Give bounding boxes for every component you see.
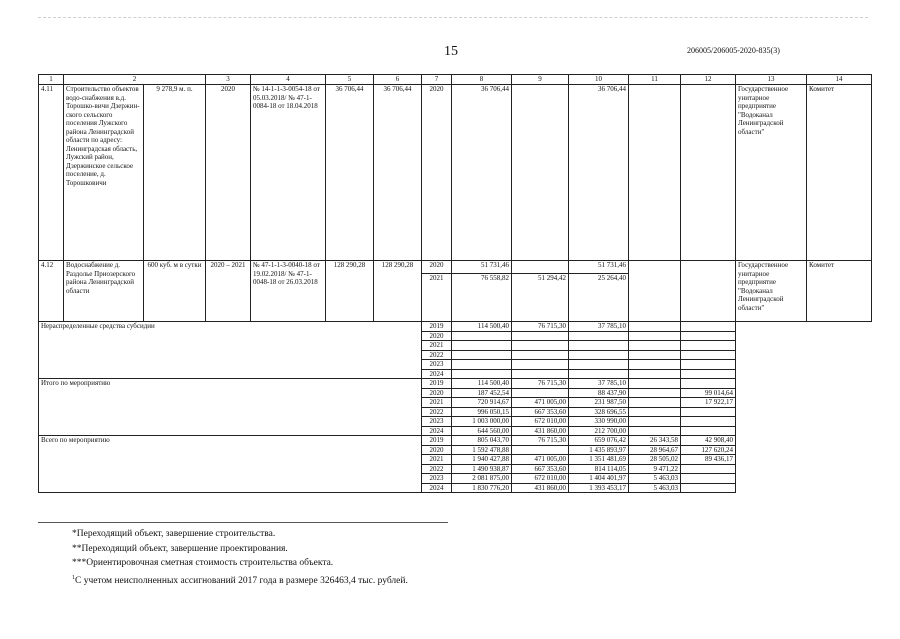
amount-federal: 431 860,00 [512, 483, 569, 493]
amount-local [629, 85, 681, 261]
amount-local: 28 964,67 [629, 445, 681, 455]
amount-federal [512, 331, 569, 341]
row-number: 4.11 [39, 85, 64, 261]
amount-local [629, 341, 681, 351]
amount-federal [512, 341, 569, 351]
amount-other [681, 464, 736, 474]
customer: Государственное унитарное предприятие "Водоканал Ленинградской области" [736, 261, 807, 322]
grand-total-row [39, 436, 872, 446]
total-event-label: Итого по мероприятию [39, 379, 422, 436]
amount-local [629, 331, 681, 341]
amount-total: 1 830 776,20 [452, 483, 512, 493]
column-numbers-row [39, 75, 872, 85]
amount-total [452, 331, 512, 341]
amount-federal: 76 715,30 [512, 436, 569, 446]
year-cell: 2020 [422, 261, 452, 274]
amount-local: 5 463,03 [629, 483, 681, 493]
amount-regional: 231 987,50 [569, 398, 629, 408]
blank-area [736, 436, 872, 493]
capacity: 600 куб. м в сутки [144, 261, 206, 322]
expertise-doc: № 14-1-1-3-0054-18 от 05.03.2018/ № 47-1-0084-18 от 18.04.2018 [251, 85, 326, 261]
cost-remaining: 36 706,44 [374, 85, 422, 261]
amount-local [629, 369, 681, 379]
amount-regional: 88 437,90 [569, 388, 629, 398]
year-cell: 2024 [422, 483, 452, 493]
amount-regional [569, 331, 629, 341]
amount-local [629, 398, 681, 408]
amount-other [681, 350, 736, 360]
year-cell: 2023 [422, 360, 452, 370]
row-number: 4.12 [39, 261, 64, 322]
amount-other: 127 620,24 [681, 445, 736, 455]
col-num-9: 9 [512, 75, 569, 85]
year-cell: 2022 [422, 350, 452, 360]
amount-total: 187 452,54 [452, 388, 512, 398]
subsidy-table [38, 74, 872, 493]
year-cell: 2019 [422, 436, 452, 446]
capacity: 9 278,9 м. п. [144, 85, 206, 261]
amount-regional: 37 785,10 [569, 379, 629, 389]
col-num-1: 1 [39, 75, 64, 85]
year-cell: 2022 [422, 407, 452, 417]
amount-federal: 672 010,00 [512, 417, 569, 427]
amount-total: 76 558,82 [452, 274, 512, 322]
amount-other [681, 417, 736, 427]
amount-local [629, 388, 681, 398]
amount-federal [512, 350, 569, 360]
cost-total: 36 706,44 [326, 85, 374, 261]
amount-total: 720 914,67 [452, 398, 512, 408]
footnote-rule [38, 522, 448, 523]
amount-regional: 814 114,05 [569, 464, 629, 474]
amount-other [681, 407, 736, 417]
amount-other: 99 014,64 [681, 388, 736, 398]
amount-federal: 51 294,42 [512, 274, 569, 322]
amount-total: 36 706,44 [452, 85, 512, 261]
amount-other [681, 474, 736, 484]
amount-local [629, 407, 681, 417]
amount-total: 114 500,40 [452, 379, 512, 389]
year-cell: 2021 [422, 455, 452, 465]
amount-regional: 25 264,40 [569, 274, 629, 322]
amount-total [452, 350, 512, 360]
amount-other [681, 369, 736, 379]
amount-regional: 37 785,10 [569, 322, 629, 332]
amount-total: 114 500,40 [452, 322, 512, 332]
amount-total [452, 369, 512, 379]
amount-local [629, 379, 681, 389]
amount-total: 2 081 875,00 [452, 474, 512, 484]
amount-regional [569, 341, 629, 351]
amount-federal [512, 369, 569, 379]
year-cell: 2024 [422, 369, 452, 379]
amount-other [681, 261, 736, 322]
footnote-2: **Переходящий объект, завершение проектирования. [72, 543, 288, 554]
amount-regional [569, 350, 629, 360]
cost-total: 128 290,28 [326, 261, 374, 322]
amount-federal: 667 353,60 [512, 464, 569, 474]
header-rule [38, 17, 868, 19]
col-num-4: 4 [251, 75, 326, 85]
amount-total: 1 490 938,87 [452, 464, 512, 474]
amount-other [681, 426, 736, 436]
amount-regional: 36 706,44 [569, 85, 629, 261]
footnote-4-marker: 1 [72, 574, 75, 581]
amount-federal: 76 715,30 [512, 322, 569, 332]
amount-other [681, 331, 736, 341]
amount-regional: 212 700,00 [569, 426, 629, 436]
footnote-4 [72, 571, 408, 589]
amount-federal: 431 860,00 [512, 426, 569, 436]
period: 2020 [206, 85, 251, 261]
amount-total: 1 003 000,00 [452, 417, 512, 427]
blank-area [736, 379, 872, 436]
amount-total: 1 940 427,88 [452, 455, 512, 465]
amount-regional: 1 435 893,97 [569, 445, 629, 455]
footnote-1: *Переходящий объект, завершение строительства. [72, 529, 276, 539]
year-cell: 2024 [422, 426, 452, 436]
amount-total: 805 043,70 [452, 436, 512, 446]
blank-area [736, 322, 872, 379]
year-cell: 2020 [422, 331, 452, 341]
amount-other: 17 922,17 [681, 398, 736, 408]
year-cell: 2020 [422, 445, 452, 455]
footnote-3: ***Ориентировочная сметная стоимость строительства объекта. [72, 558, 334, 568]
amount-regional [569, 360, 629, 370]
amount-total [452, 360, 512, 370]
amount-local: 28 505,02 [629, 455, 681, 465]
amount-federal [512, 261, 569, 274]
amount-regional: 328 696,55 [569, 407, 629, 417]
cost-remaining: 128 290,28 [374, 261, 422, 322]
amount-local [629, 261, 681, 322]
document-id: 206005/206005-2020-835(3) [687, 46, 780, 55]
amount-local [629, 417, 681, 427]
amount-federal: 471 005,00 [512, 455, 569, 465]
year-cell: 2021 [422, 398, 452, 408]
col-num-12: 12 [681, 75, 736, 85]
amount-federal [512, 360, 569, 370]
amount-total: 996 050,15 [452, 407, 512, 417]
footnotes [72, 527, 408, 588]
amount-other: 89 436,17 [681, 455, 736, 465]
year-cell: 2020 [422, 388, 452, 398]
col-num-11: 11 [629, 75, 681, 85]
responsible: Комитет [807, 85, 872, 261]
col-num-3: 3 [206, 75, 251, 85]
amount-other [681, 85, 736, 261]
amount-regional: 659 076,42 [569, 436, 629, 446]
col-num-7: 7 [422, 75, 452, 85]
amount-federal [512, 388, 569, 398]
amount-federal [512, 445, 569, 455]
amount-other [681, 360, 736, 370]
unallocated-row [39, 322, 872, 332]
amount-federal: 672 010,00 [512, 474, 569, 484]
year-cell: 2019 [422, 322, 452, 332]
amount-other [681, 322, 736, 332]
footnote-4-text: С учетом неисполненных ассигнований 2017 года в размере 326463,4 тыс. рублей. [75, 575, 408, 586]
amount-local [629, 350, 681, 360]
amount-regional [569, 369, 629, 379]
amount-regional: 1 404 401,97 [569, 474, 629, 484]
col-num-5: 5 [326, 75, 374, 85]
year-cell: 2020 [422, 85, 452, 261]
amount-regional: 51 731,46 [569, 261, 629, 274]
amount-regional: 1 393 453,17 [569, 483, 629, 493]
table-row-4-11 [39, 85, 872, 261]
col-num-8: 8 [452, 75, 512, 85]
amount-other [681, 379, 736, 389]
amount-total [452, 341, 512, 351]
responsible: Комитет [807, 261, 872, 322]
year-cell: 2019 [422, 379, 452, 389]
amount-federal [512, 85, 569, 261]
expertise-doc: № 47-1-1-3-0040-18 от 19.02.2018/ № 47-1-0048-18 от 26.03.2018 [251, 261, 326, 322]
amount-total: 1 592 478,88 [452, 445, 512, 455]
col-num-14: 14 [807, 75, 872, 85]
table-row-4-12 [39, 261, 872, 274]
year-cell: 2021 [422, 274, 452, 322]
grand-total-label: Всего по мероприятию [39, 436, 422, 493]
period: 2020 – 2021 [206, 261, 251, 322]
amount-local: 26 343,58 [629, 436, 681, 446]
page-number: 15 [444, 44, 458, 59]
amount-federal: 76 715,30 [512, 379, 569, 389]
amount-total: 51 731,46 [452, 261, 512, 274]
amount-other [681, 483, 736, 493]
customer: Государственное унитарное предприятие "Водоканал Ленинградской области" [736, 85, 807, 261]
col-num-2: 2 [64, 75, 206, 85]
object-name: Водоснабжение д. Раздолье Приозерского района Ленинградской области [64, 261, 144, 322]
amount-local [629, 322, 681, 332]
amount-total: 644 560,00 [452, 426, 512, 436]
amount-regional: 330 990,00 [569, 417, 629, 427]
amount-federal: 471 005,00 [512, 398, 569, 408]
amount-local [629, 426, 681, 436]
amount-other: 42 908,40 [681, 436, 736, 446]
year-cell: 2021 [422, 341, 452, 351]
amount-local [629, 360, 681, 370]
col-num-13: 13 [736, 75, 807, 85]
amount-local: 9 471,22 [629, 464, 681, 474]
year-cell: 2022 [422, 464, 452, 474]
unallocated-label: Нераспределенные средства субсидии [39, 322, 422, 379]
amount-local: 5 463,03 [629, 474, 681, 484]
amount-other [681, 341, 736, 351]
col-num-10: 10 [569, 75, 629, 85]
col-num-6: 6 [374, 75, 422, 85]
total-event-row [39, 379, 872, 389]
object-name: Строительство объектов водо-снабжения в.д. Торошко-вичи Дзержин-ского сельского поселения Лужского района Ленинградской области по адресу: Ленинградская область, Лужский район, Дзержинское сельское поселение, д. Торошковичи [64, 85, 144, 261]
amount-federal: 667 353,60 [512, 407, 569, 417]
amount-regional: 1 351 481,69 [569, 455, 629, 465]
year-cell: 2023 [422, 474, 452, 484]
year-cell: 2023 [422, 417, 452, 427]
